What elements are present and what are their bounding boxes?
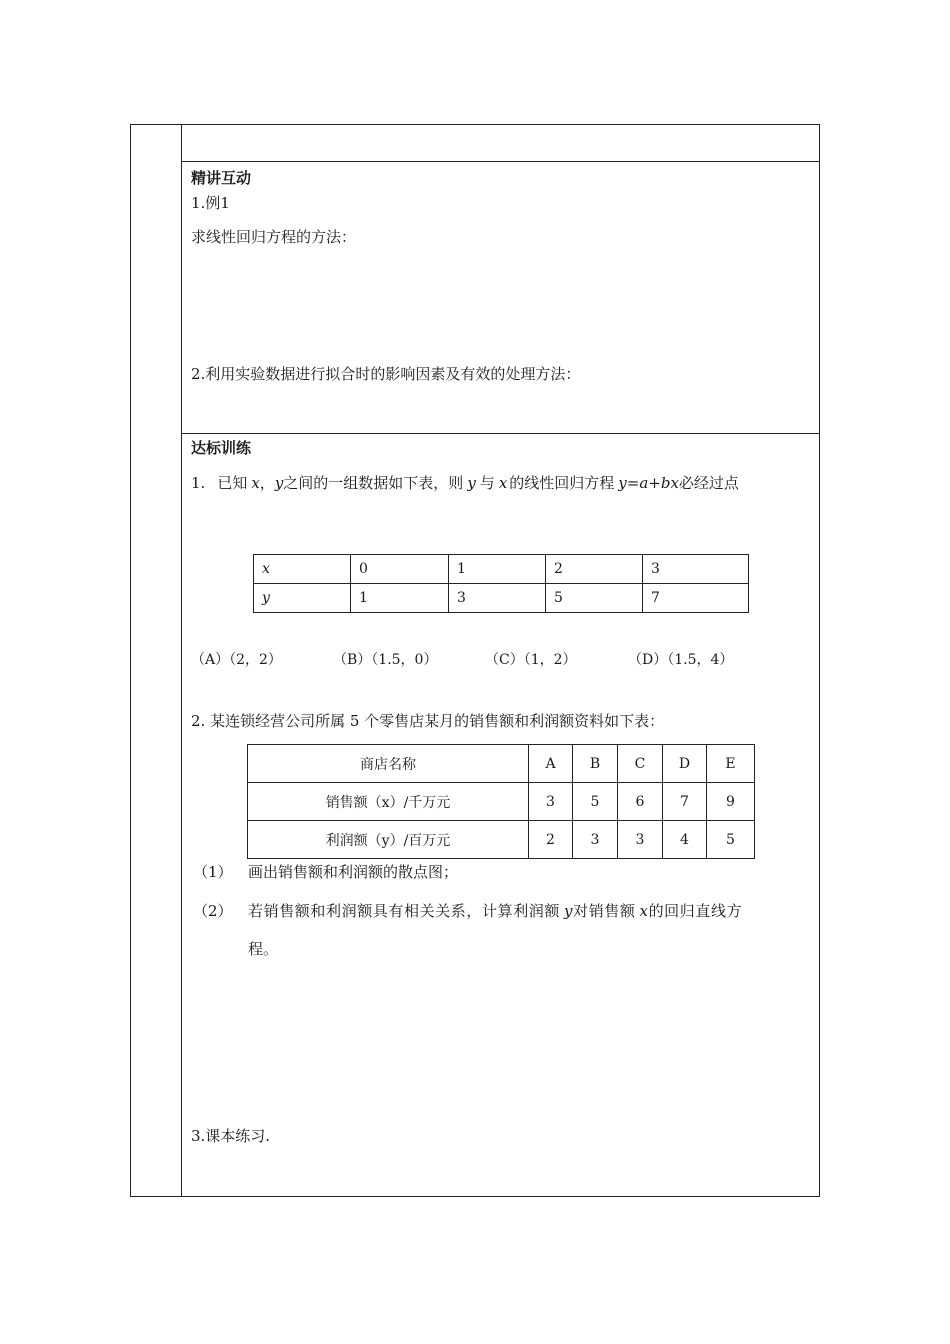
example-label: 1.例1 [191, 194, 230, 212]
table-cell: y [254, 584, 351, 613]
interaction-title: 精讲互动 [191, 169, 252, 187]
table-cell: 3 [449, 584, 546, 613]
q2-intro: 2. 某连锁经营公司所属 5 个零售店某月的销售额和利润额资料如下表： [191, 712, 665, 730]
q2-part2-text [248, 901, 742, 921]
q1-equation: y=a+bx [618, 474, 679, 492]
frame-left [130, 124, 131, 1197]
q2-part2-text-c: 的回归直线方 [648, 902, 743, 920]
table-row [248, 783, 755, 821]
table-cell: 5 [573, 783, 618, 821]
table-cell: 4 [663, 821, 707, 859]
fitting-label: 2.利用实验数据进行拟合时的影响因素及有效的处理方法： [191, 365, 581, 383]
table-header-cell: E [707, 745, 755, 783]
table-cell: 9 [707, 783, 755, 821]
table-cell: 6 [618, 783, 663, 821]
q2-part1-number: （1） [193, 863, 233, 881]
q2-data-table [247, 744, 755, 859]
table-cell: 1 [449, 555, 546, 584]
frame-right [819, 124, 820, 1197]
table-cell: 3 [643, 555, 749, 584]
q2-part1-text: 画出销售额和利润额的散点图； [248, 863, 459, 881]
q1-text-d: 的线性回归方程 [509, 474, 615, 492]
table-header-cell: B [573, 745, 618, 783]
table-cell: 3 [573, 821, 618, 859]
q2-part2-text-continued: 程。 [248, 940, 279, 958]
q2-part2-text-a: 若销售额和利润额具有相关关系，计算利润额 [248, 902, 561, 920]
frame-bottom [130, 1196, 820, 1197]
table-cell: 5 [546, 584, 643, 613]
q2-part2-text-b: 对销售额 [573, 902, 636, 920]
table-header-cell: A [529, 745, 573, 783]
q1-var-y: y [274, 474, 284, 492]
table-row [254, 555, 749, 584]
table-header-cell: C [618, 745, 663, 783]
table-row [254, 584, 749, 613]
q1-var-x: x [251, 474, 260, 492]
q1-text-c: 与 [479, 474, 495, 492]
table-cell: 7 [663, 783, 707, 821]
training-title: 达标训练 [191, 439, 252, 457]
table-cell: 销售额（x）/千万元 [248, 783, 529, 821]
q1-text-a: 已知 [217, 474, 248, 492]
table-cell: 5 [707, 821, 755, 859]
q2-part2-number: （2） [193, 902, 233, 920]
table-row [248, 821, 755, 859]
table-cell: 7 [643, 584, 749, 613]
table-cell: x [254, 555, 351, 584]
table-cell: 3 [618, 821, 663, 859]
table-cell: 利润额（y）/百万元 [248, 821, 529, 859]
q1-var-x2: x [498, 474, 508, 492]
q2-part2-var-x: x [639, 902, 649, 920]
q1-var-y2: y [467, 474, 476, 492]
q1-text-e: 必经过点 [678, 474, 739, 492]
frame-divider [181, 124, 182, 1197]
table-row [248, 745, 755, 783]
q2-part2-var-y: y [564, 902, 574, 920]
q1-prompt [191, 473, 739, 493]
frame-top [130, 124, 820, 125]
q1-comma: ， [259, 474, 275, 492]
table-cell: 2 [546, 555, 643, 584]
q1-option-b: （B）（1.5，0） [333, 652, 438, 668]
q1-option-a: （A）（2，2） [191, 652, 282, 668]
q1-number: 1. [191, 474, 206, 492]
table-header-cell: D [663, 745, 707, 783]
q1-option-c: （C）（1，2） [485, 652, 577, 668]
q1-data-table [253, 554, 749, 613]
q1-option-d: （D）（1.5，4） [628, 652, 734, 668]
table-cell: 3 [529, 783, 573, 821]
table-cell: 0 [351, 555, 449, 584]
row-separator-2 [181, 433, 820, 434]
row-separator-1 [181, 161, 820, 162]
q1-text-b: 之间的一组数据如下表，则 [283, 474, 464, 492]
table-cell: 1 [351, 584, 449, 613]
q3-label: 3.课本练习. [191, 1127, 271, 1145]
table-cell: 2 [529, 821, 573, 859]
table-header-cell: 商店名称 [248, 745, 529, 783]
method-label: 求线性回归方程的方法： [191, 228, 357, 246]
